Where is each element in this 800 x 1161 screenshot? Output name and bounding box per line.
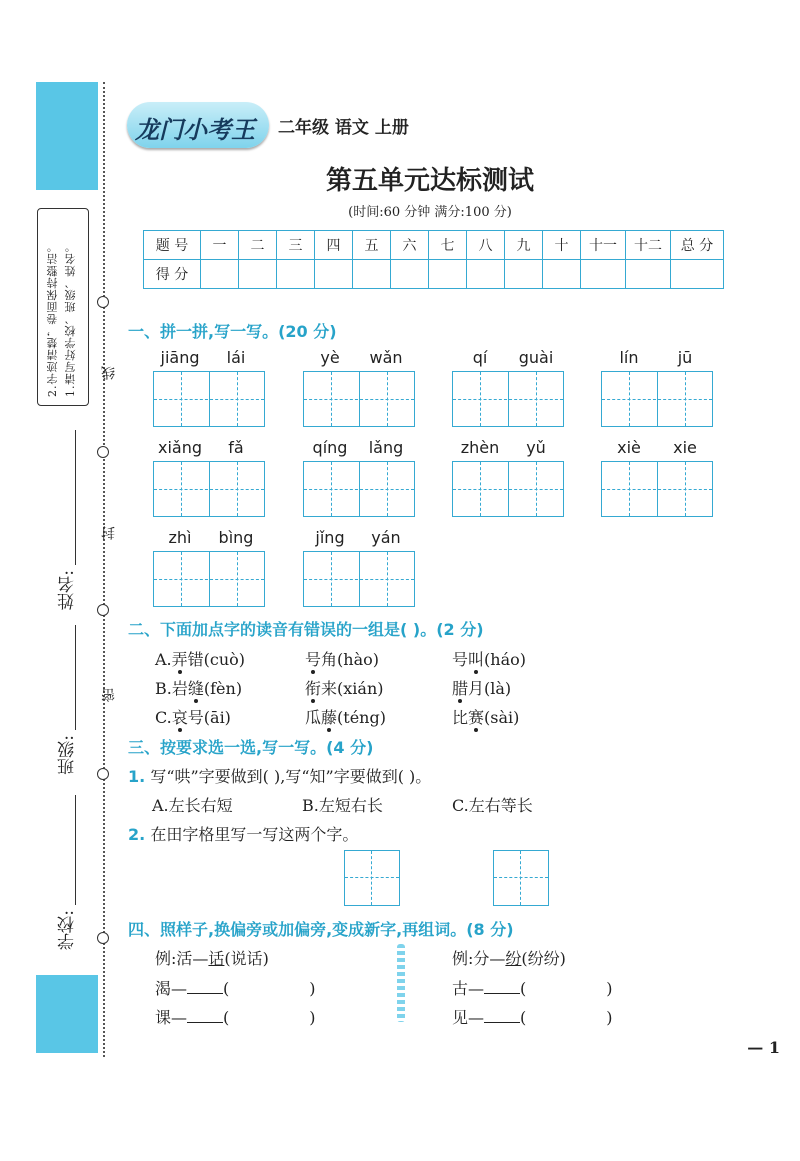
pinyin: yán bbox=[371, 528, 401, 547]
choice-c[interactable]: C.左右等长 bbox=[452, 796, 533, 815]
score-header-cell: 一 bbox=[201, 231, 239, 260]
page-title: 第五单元达标测试 bbox=[325, 166, 534, 196]
answer-row-left-2[interactable]: 课— ( ) bbox=[155, 1008, 316, 1027]
dotted-char: 赛 bbox=[468, 708, 485, 727]
writing-grid[interactable] bbox=[303, 461, 415, 517]
dotted-char: 腊 bbox=[452, 679, 469, 698]
seal-seal-char: 封 bbox=[101, 526, 117, 540]
pinyin: lín bbox=[619, 348, 639, 367]
score-cell[interactable] bbox=[505, 260, 543, 289]
binding-ring bbox=[97, 604, 109, 616]
pinyin: jǐng bbox=[315, 528, 345, 547]
score-table bbox=[143, 230, 724, 289]
pinyin: yè bbox=[320, 348, 340, 367]
seal-line-char: 线 bbox=[101, 366, 117, 380]
dotted-char: 藤 bbox=[321, 708, 338, 727]
writing-grid[interactable] bbox=[303, 371, 415, 427]
score-header-cell: 五 bbox=[353, 231, 391, 260]
page-number: — 1 bbox=[747, 1038, 780, 1057]
writing-grid[interactable] bbox=[153, 551, 265, 607]
binding-ring bbox=[97, 768, 109, 780]
choice-a[interactable]: A.左长右短 bbox=[152, 796, 233, 815]
writing-grid[interactable] bbox=[303, 551, 415, 607]
pinyin: wǎn bbox=[369, 348, 403, 367]
writing-grid[interactable] bbox=[601, 371, 713, 427]
score-header-cell: 六 bbox=[391, 231, 429, 260]
answer-row-right-2[interactable]: 见— ( ) bbox=[452, 1008, 613, 1027]
binding-ring bbox=[97, 446, 109, 458]
pinyin: jiāng bbox=[160, 348, 200, 367]
name-field-line[interactable] bbox=[75, 430, 76, 565]
notice-line-2: 2.字迹清楚，卷面保持整洁。 bbox=[46, 240, 59, 397]
score-header-cell: 四 bbox=[315, 231, 353, 260]
option-b-3[interactable]: 腊月(là) bbox=[452, 679, 512, 698]
score-header-cell: 九 bbox=[505, 231, 543, 260]
pinyin: xiǎng bbox=[157, 438, 202, 457]
score-header-cell: 总 分 bbox=[671, 231, 724, 260]
writing-grid[interactable] bbox=[153, 371, 265, 427]
dotted-char: 缝 bbox=[187, 679, 204, 698]
example-right: 例:分—纷(纷纷) bbox=[452, 949, 566, 968]
pinyin: xie bbox=[673, 438, 697, 457]
decorative-divider bbox=[397, 944, 405, 1022]
pinyin: qíng bbox=[312, 438, 348, 457]
pinyin: xiè bbox=[617, 438, 641, 457]
school-label: 学校: bbox=[58, 910, 78, 950]
score-cell[interactable] bbox=[239, 260, 277, 289]
writing-grid-single[interactable] bbox=[493, 850, 549, 906]
pinyin: lái bbox=[226, 348, 246, 367]
score-cell[interactable] bbox=[543, 260, 581, 289]
score-cell[interactable] bbox=[429, 260, 467, 289]
question-3-1: 1. 写“哄”字要做到( ),写“知”字要做到( )。 bbox=[128, 767, 432, 786]
score-cell[interactable] bbox=[277, 260, 315, 289]
writing-grid[interactable] bbox=[452, 371, 564, 427]
option-c-1[interactable]: C.哀号(āi) bbox=[155, 708, 231, 727]
binding-line bbox=[103, 82, 105, 1057]
score-header-cell: 十一 bbox=[581, 231, 626, 260]
example-left: 例:活—话(说话) bbox=[155, 949, 269, 968]
grade-subject: 二年级 语文 上册 bbox=[278, 118, 409, 138]
score-cell[interactable] bbox=[467, 260, 505, 289]
pinyin: qí bbox=[472, 348, 488, 367]
score-header-cell: 十二 bbox=[626, 231, 671, 260]
score-cell[interactable] bbox=[353, 260, 391, 289]
brand-logo-text: 龙门小考王 bbox=[135, 116, 255, 144]
notice-box bbox=[37, 208, 89, 406]
score-header-cell: 七 bbox=[429, 231, 467, 260]
score-cell[interactable] bbox=[315, 260, 353, 289]
dotted-char: 叫 bbox=[468, 650, 485, 669]
pinyin: lǎng bbox=[368, 438, 404, 457]
dotted-char: 弄 bbox=[171, 650, 188, 669]
option-a-3[interactable]: 号叫(háo) bbox=[452, 650, 526, 669]
binding-ring bbox=[97, 296, 109, 308]
score-header-cell: 十 bbox=[543, 231, 581, 260]
score-cell[interactable] bbox=[391, 260, 429, 289]
pinyin: fǎ bbox=[228, 438, 244, 457]
score-cell[interactable] bbox=[626, 260, 671, 289]
answer-row-right-1[interactable]: 古— ( ) bbox=[452, 979, 613, 998]
section3-title: 三、按要求选一选,写一写。(4 分) bbox=[128, 738, 374, 757]
section4-title: 四、照样子,换偏旁或加偏旁,变成新字,再组词。(8 分) bbox=[128, 920, 514, 939]
dotted-char: 衔 bbox=[305, 679, 322, 698]
choice-b[interactable]: B.左短右长 bbox=[302, 796, 383, 815]
score-cell[interactable] bbox=[201, 260, 239, 289]
notice-line-1: 1.请写好学校、班级、姓名。 bbox=[64, 240, 77, 397]
writing-grid[interactable] bbox=[153, 461, 265, 517]
option-b-1[interactable]: B.岩缝(fèn) bbox=[155, 679, 243, 698]
brand-logo bbox=[127, 102, 269, 148]
score-header-cell: 三 bbox=[277, 231, 315, 260]
answer-row-left-1[interactable]: 渴— ( ) bbox=[155, 979, 316, 998]
name-label: 姓名: bbox=[58, 570, 78, 610]
pinyin: bìng bbox=[218, 528, 254, 547]
binding-ring bbox=[97, 932, 109, 944]
class-label: 班级: bbox=[58, 735, 78, 775]
score-header-cell: 题 号 bbox=[144, 231, 201, 260]
writing-grid[interactable] bbox=[601, 461, 713, 517]
pinyin: jū bbox=[677, 348, 693, 367]
score-cell[interactable] bbox=[671, 260, 724, 289]
option-b-2[interactable]: 衔来(xián) bbox=[305, 679, 384, 698]
pinyin: guài bbox=[518, 348, 554, 367]
writing-grid-single[interactable] bbox=[344, 850, 400, 906]
option-a-1[interactable]: A.弄错(cuò) bbox=[155, 650, 246, 669]
question-3-2: 2. 在田字格里写一写这两个字。 bbox=[128, 825, 359, 844]
option-a-2[interactable]: 号角(hào) bbox=[305, 650, 379, 669]
option-c-3[interactable]: 比赛(sài) bbox=[452, 708, 520, 727]
option-c-2[interactable]: 瓜藤(téng) bbox=[305, 708, 386, 727]
pinyin: zhì bbox=[168, 528, 192, 547]
score-row-label: 得 分 bbox=[144, 260, 201, 289]
section1-title: 一、拼一拼,写一写。(20 分) bbox=[128, 322, 337, 341]
score-cell[interactable] bbox=[581, 260, 626, 289]
pinyin: yǔ bbox=[526, 438, 546, 457]
score-header-row bbox=[144, 231, 724, 260]
score-value-row bbox=[144, 260, 724, 289]
score-header-cell: 二 bbox=[239, 231, 277, 260]
exam-info: (时间:60 分钟 满分:100 分) bbox=[348, 205, 512, 220]
seal-secret-char: 密 bbox=[101, 688, 117, 702]
section2-title: 二、下面加点字的读音有错误的一组是( )。(2 分) bbox=[128, 620, 484, 639]
score-header-cell: 八 bbox=[467, 231, 505, 260]
dotted-char: 哀 bbox=[171, 708, 188, 727]
dotted-char: 号 bbox=[305, 650, 322, 669]
writing-grid[interactable] bbox=[452, 461, 564, 517]
pinyin: zhèn bbox=[460, 438, 500, 457]
class-field-line[interactable] bbox=[75, 625, 76, 730]
school-field-line[interactable] bbox=[75, 795, 76, 905]
sidebar-bottom-block bbox=[36, 975, 98, 1053]
